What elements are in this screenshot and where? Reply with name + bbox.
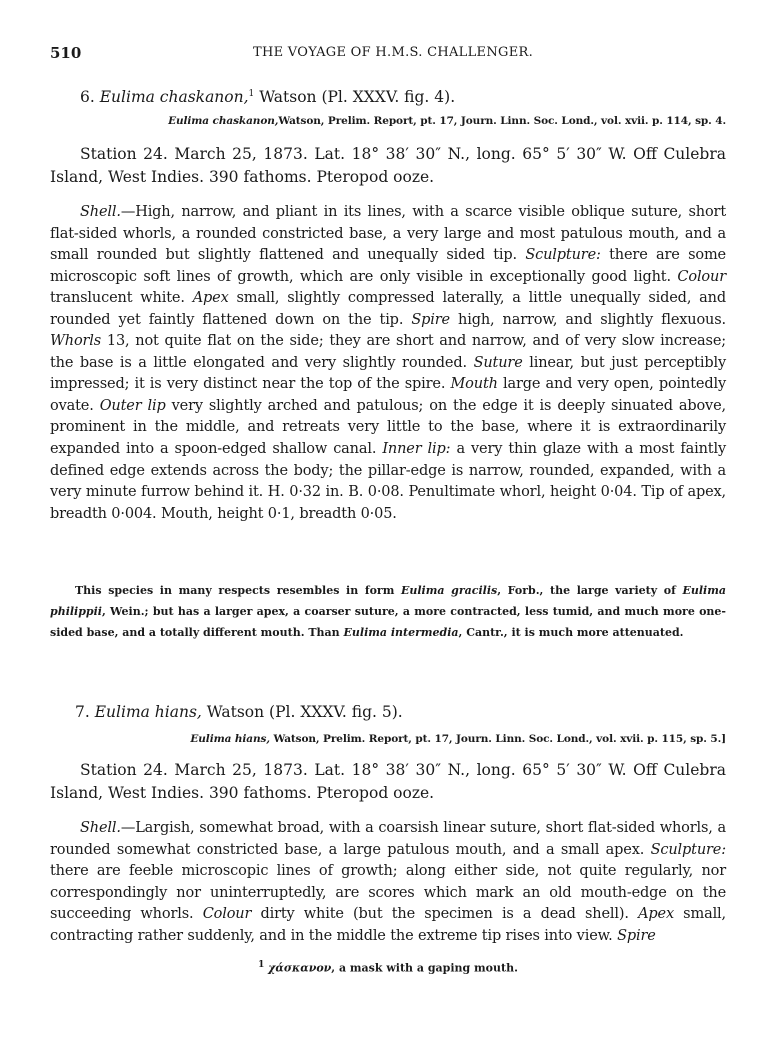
desc-text: 13, not quite flat on the side; they are short and narrow, and of very slow increase; the base is a little elongated and very slightly rounded.: [50, 333, 726, 371]
desc-text: —High, narrow, and pliant in its lines, with a scarce visible oblique suture, short flat-sided whorls, a rounded constricted base, a very large and most patulous mouth, and a small rounded but slightly flattened and unequally sided tip.: [50, 204, 726, 264]
desc-text: there are feeble microscopic lines of growth; along either side, not quite regularly, nor correspondingly nor uninterruptedly, are scores which mark an old mouth-edge on the succeeding whorls.: [50, 863, 726, 923]
synonymy-7: [50, 732, 726, 747]
remark-text: , Cantr., it is much more attenuated.: [458, 626, 684, 639]
synonym-reference: Watson, Prelim. Report, pt. 17, Journ. Linn. Soc. Lond., vol. xvii. p. 115, sp. 5.]: [269, 733, 726, 745]
label-spire: Spire: [617, 927, 656, 944]
desc-text: translucent white.: [50, 290, 185, 307]
synonym-name: Eulima hians,: [190, 733, 270, 745]
species-author: Watson (Pl. XXXV. fig. 5).: [201, 703, 403, 721]
desc-text: large and very open, pointedly ovate.: [50, 376, 727, 414]
species-author: Watson (Pl. XXXV. fig. 4).: [254, 88, 456, 107]
synonymy-6: [50, 114, 726, 129]
species-ref: Eulima intermedia: [343, 626, 459, 639]
remark-text: This species in many respects resembles in form: [75, 584, 401, 597]
station-7: Station 24. March 25, 1873. Lat. 18° 38′ 30″ N., long. 65° 5′ 30″ W. Off Culebra Island, West Indies. 390 fathoms. Pteropod ooze.: [50, 761, 726, 802]
footnote-marker: 1: [248, 89, 255, 99]
species-ref: Eulima philippii: [50, 584, 726, 618]
label-colour: Colour: [677, 268, 726, 285]
label-shell: Shell.: [80, 204, 121, 220]
label-colour: Colour: [202, 906, 252, 923]
running-title: THE VOYAGE OF H.M.S. CHALLENGER.: [252, 45, 534, 60]
remark-text: , Wein.; but has a larger apex, a coarser suture, a more contracted, less tumid, and much more one-sided base, and a totally different mouth. Than: [50, 605, 726, 639]
desc-text: high, narrow, and slightly flexuous.: [449, 311, 726, 328]
desc-text: —Largish, somewhat broad, with a coarsish linear suture, short flat-sided whorls, a rounded somewhat constricted base, a large patulous mouth, and a small apex.: [50, 820, 726, 858]
desc-text: small, slightly compressed laterally, a little unequally sided, and rounded yet faintly flattened down on the tip.: [50, 290, 726, 328]
species-heading-6: [50, 84, 756, 107]
label-shell: Shell.: [80, 820, 121, 836]
synonym-reference: Watson, Prelim. Report, pt. 17, Journ. Linn. Soc. Lond., vol. xvii. p. 114, sp. 4.: [278, 115, 726, 127]
label-apex: Apex: [638, 906, 674, 923]
description-6: [50, 202, 726, 525]
label-sculpture: Sculpture:: [525, 247, 601, 264]
footnote-text: , a mask with a gaping mouth.: [331, 961, 518, 975]
label-outer-lip: Outer lip: [99, 397, 166, 414]
label-whorls: Whorls: [50, 333, 102, 350]
label-inner-lip: Inner lip:: [382, 441, 451, 458]
desc-text: a very thin glaze with a most faintly defined edge extends across the body; the pillar-edge is narrow, rounded, expanded, with a very minute furrow behind it. H. 0·32 in. B. 0·08. Penultimate whorl, height 0·04. Tip of apex, breadth 0·004. Mouth, height 0·1, breadth 0·05.: [50, 441, 726, 522]
species-number: 6.: [80, 88, 95, 107]
label-mouth: Mouth: [450, 376, 498, 393]
footnote-greek: χάσκανον: [268, 961, 332, 975]
label-spire: Spire: [411, 311, 450, 328]
station-6: Station 24. March 25, 1873. Lat. 18° 38′ 30″ N., long. 65° 5′ 30″ W. Off Culebra Island, West Indies. 390 fathoms. Pteropod ooze.: [50, 145, 726, 186]
desc-text: very slightly arched and patulous; on the edge it is deeply sinuated above, prominent in the middle, and retreats very little to the base, where it is extraordinarily expanded into a spoon-edged shallow canal.: [50, 397, 726, 458]
label-suture: Suture: [473, 354, 523, 371]
desc-text: dirty white (but the specimen is a dead shell).: [251, 906, 629, 923]
desc-text: small, contracting rather suddenly, and in the middle the extreme tip rises into view.: [50, 906, 727, 944]
species-number: 7.: [75, 703, 90, 721]
species-ref: Eulima gracilis: [401, 584, 498, 597]
description-7: [50, 818, 726, 947]
footnote: [0, 960, 776, 975]
footnote-marker: 1: [258, 960, 265, 970]
remark-text: , Forb., the large variety of: [497, 584, 683, 597]
label-apex: Apex: [192, 290, 229, 307]
species-heading-7: [50, 702, 751, 722]
species-name: Eulima chaskanon,: [99, 88, 249, 107]
species-name: Eulima hians,: [94, 703, 202, 721]
page-number: 510: [50, 44, 82, 62]
desc-text: linear, but just perceptibly impressed; it is very distinct near the top of the spire.: [50, 354, 726, 393]
synonym-name: Eulima chaskanon,: [168, 115, 279, 127]
desc-text: there are some microscopic soft lines of growth, which are only visible in exceptionally good light.: [50, 247, 726, 285]
label-sculpture: Sculpture:: [650, 841, 726, 858]
remark-6: [50, 580, 726, 643]
